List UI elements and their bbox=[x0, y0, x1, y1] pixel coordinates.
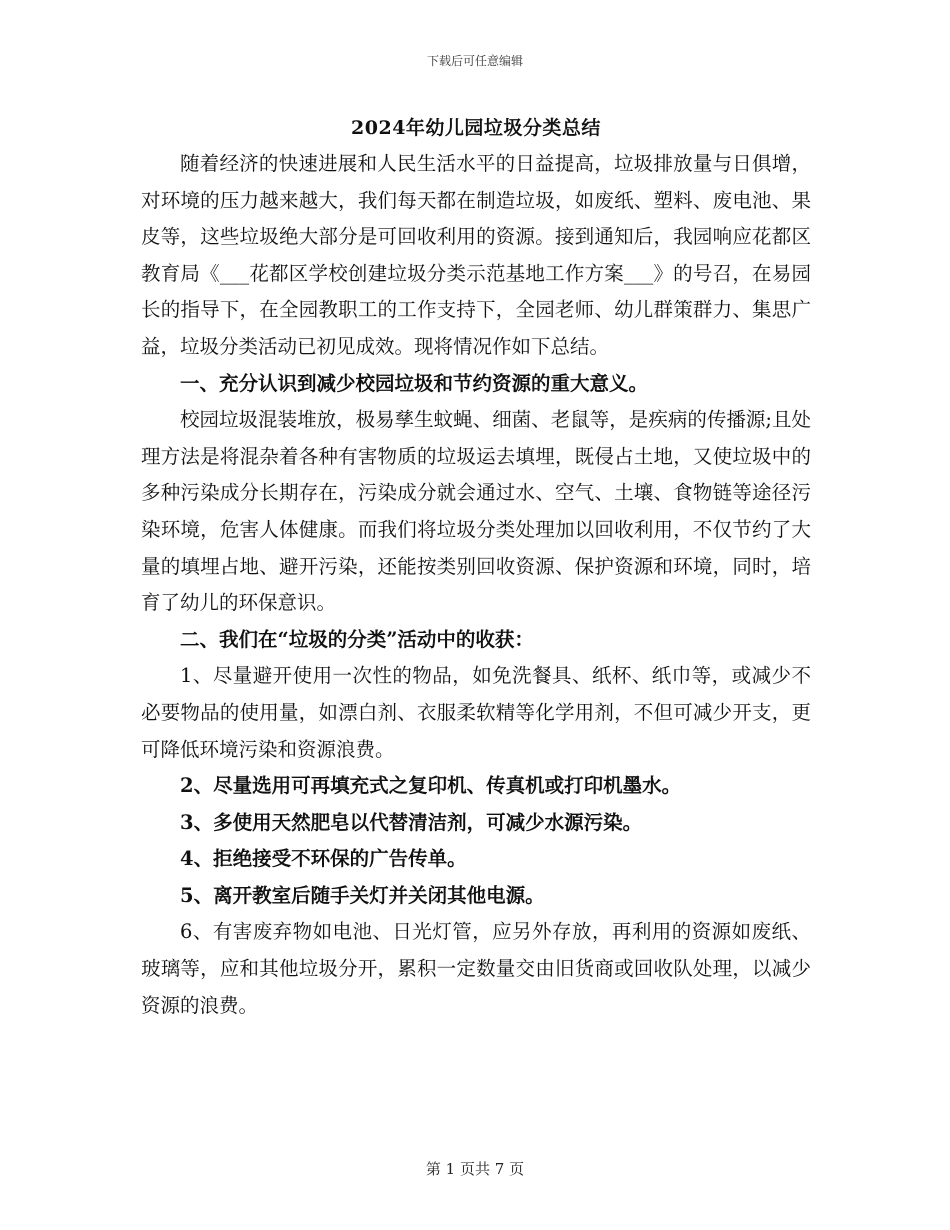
paragraph-significance: 校园垃圾混装堆放，极易孳生蚊蝇、细菌、老鼠等，是疾病的传播源;且处理方法是将混杂着各种有害物质的垃圾运去填埋，既侵占土地，又使垃圾中的多种污染成分长期存在，污染成分就会通过水、空气、土壤、食物链等途径污染环境，危害人体健康。而我们将垃圾分类处理加以回收利用，不仅节约了大量的填埋占地、避开污染，还能按类别回收资源、保护资源和环境，同时，培育了幼儿的环保意识。 bbox=[141, 408, 811, 615]
paragraph-intro: 随着经济的快速进展和人民生活水平的日益提高，垃圾排放量与日俱增，对环境的压力越来越大，我们每天都在制造垃圾，如废纸、塑料、废电池、果皮等，这些垃圾绝大部分是可回收利用的资源。接到通知后，我园响应花都区教育局《___花都区学校创建垃圾分类示范基地工作方案___》的号召，在易园长的指导下，在全园教职工的工作支持下，全园老师、幼儿群策群力、集思广益，垃圾分类活动已初见成效。现将情况作如下总结。 bbox=[141, 152, 811, 358]
list-item-2: 2、尽量选用可再填充式之复印机、传真机或打印机墨水。 bbox=[180, 774, 682, 798]
page-header-note: 下载后可任意编辑 bbox=[426, 54, 523, 68]
page-number-footer: 第 1 页共 7 页 bbox=[425, 1160, 525, 1178]
document-title: 2024年幼儿园垃圾分类总结 bbox=[351, 117, 601, 139]
list-item-3: 3、多使用天然肥皂以代替清洁剂，可减少水源污染。 bbox=[180, 810, 643, 834]
list-item-4: 4、拒绝接受不环保的广告传单。 bbox=[180, 847, 467, 871]
list-item-6: 6、有害废弃物如电池、日光灯管，应另外存放，再利用的资源如废纸、玻璃等，应和其他垃圾分开，累积一定数量交由旧货商或回收队处理，以减少资源的浪费。 bbox=[141, 920, 811, 1017]
list-item-5: 5、离开教室后随手关灯并关闭其他电源。 bbox=[180, 883, 545, 907]
section-heading-2: 二、我们在“垃圾的分类”活动中的收获： bbox=[180, 627, 534, 651]
section-heading-1: 一、充分认识到减少校园垃圾和节约资源的重大意义。 bbox=[180, 371, 649, 395]
document-body bbox=[141, 110, 811, 1024]
list-item-1: 1、尽量避开使用一次性的物品，如免洗餐具、纸杯、纸巾等，或减少不必要物品的使用量，如漂白剂、衣服柔软精等化学用剂，不但可减少开支，更可降低环境污染和资源浪费。 bbox=[141, 664, 811, 761]
